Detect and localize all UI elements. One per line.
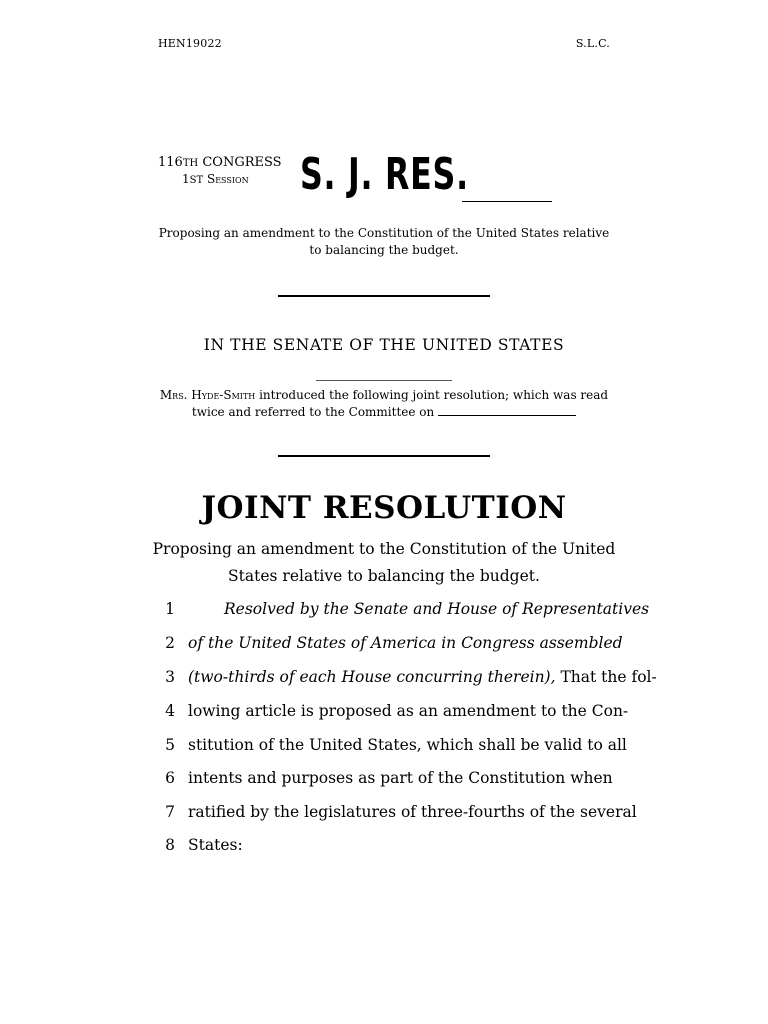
body-line-5: stitution of the United States, which shall be valid to all	[188, 736, 627, 754]
line-number: 8	[165, 836, 175, 854]
introduction-text: introduced the following joint resolution; which was read	[255, 388, 609, 402]
congress-label: CONGRESS	[198, 155, 282, 170]
introduction-statement	[150, 387, 618, 421]
body-line-4: lowing article is proposed as an amendment to the Con-	[188, 702, 629, 720]
line-number: 1	[165, 600, 175, 618]
session-label: Session	[203, 172, 249, 186]
chamber-heading: IN THE SENATE OF THE UNITED STATES	[203, 336, 565, 354]
enacting-clause-italic: Resolved by the Senate and House of Representatives	[224, 600, 650, 618]
short-divider	[316, 380, 452, 381]
sponsor-name: Mrs. Hyde-Smith	[159, 388, 256, 402]
line-number: 4	[165, 702, 175, 720]
body-line-8: States:	[188, 836, 243, 854]
body-text: That the fol-	[555, 668, 657, 686]
body-line-6: intents and purposes as part of the Constitution when	[188, 769, 613, 787]
congress-ordinal-suffix: TH	[182, 158, 199, 169]
introduction-line-1	[150, 387, 618, 404]
congress-ordinal: 116	[158, 155, 183, 170]
purpose-line-2: States relative to balancing the budget.	[228, 567, 540, 585]
line-number: 2	[165, 634, 175, 652]
referral-text: twice and referred to the Committee on	[191, 405, 439, 419]
office-code: S.L.C.	[575, 37, 610, 50]
committee-blank	[438, 404, 576, 416]
divider-rule	[278, 295, 490, 297]
document-type-heading: JOINT RESOLUTION	[201, 490, 567, 526]
purpose-line-1: Proposing an amendment to the Constitution of the United	[152, 540, 616, 558]
divider-rule	[278, 455, 490, 457]
body-line-3	[188, 668, 657, 686]
line-number: 5	[165, 736, 175, 754]
session-number	[182, 172, 249, 186]
short-title	[150, 225, 618, 259]
purpose-statement	[150, 536, 618, 590]
enacting-clause-italic: of the United States of America in Congress assembled	[188, 634, 623, 652]
document-id: HEN19022	[158, 37, 222, 50]
session-ordinal-suffix: ST	[189, 175, 204, 186]
enacting-clause-italic: (two-thirds of each House concurring therein),	[188, 668, 556, 686]
introduction-line-2	[150, 404, 618, 421]
short-title-line-2: to balancing the budget.	[309, 243, 459, 257]
bill-designation: S. J. RES.	[300, 149, 469, 200]
line-number: 7	[165, 803, 175, 821]
bill-number-blank	[462, 201, 552, 202]
body-line-2	[188, 634, 623, 652]
body-line-1	[224, 600, 650, 618]
line-number: 6	[165, 769, 175, 787]
line-number: 3	[165, 668, 175, 686]
body-line-7: ratified by the legislatures of three-fourths of the several	[188, 803, 637, 821]
session-ordinal: 1	[182, 172, 190, 186]
short-title-line-1: Proposing an amendment to the Constitution of the United States relative	[158, 226, 610, 240]
congress-number	[158, 155, 282, 172]
